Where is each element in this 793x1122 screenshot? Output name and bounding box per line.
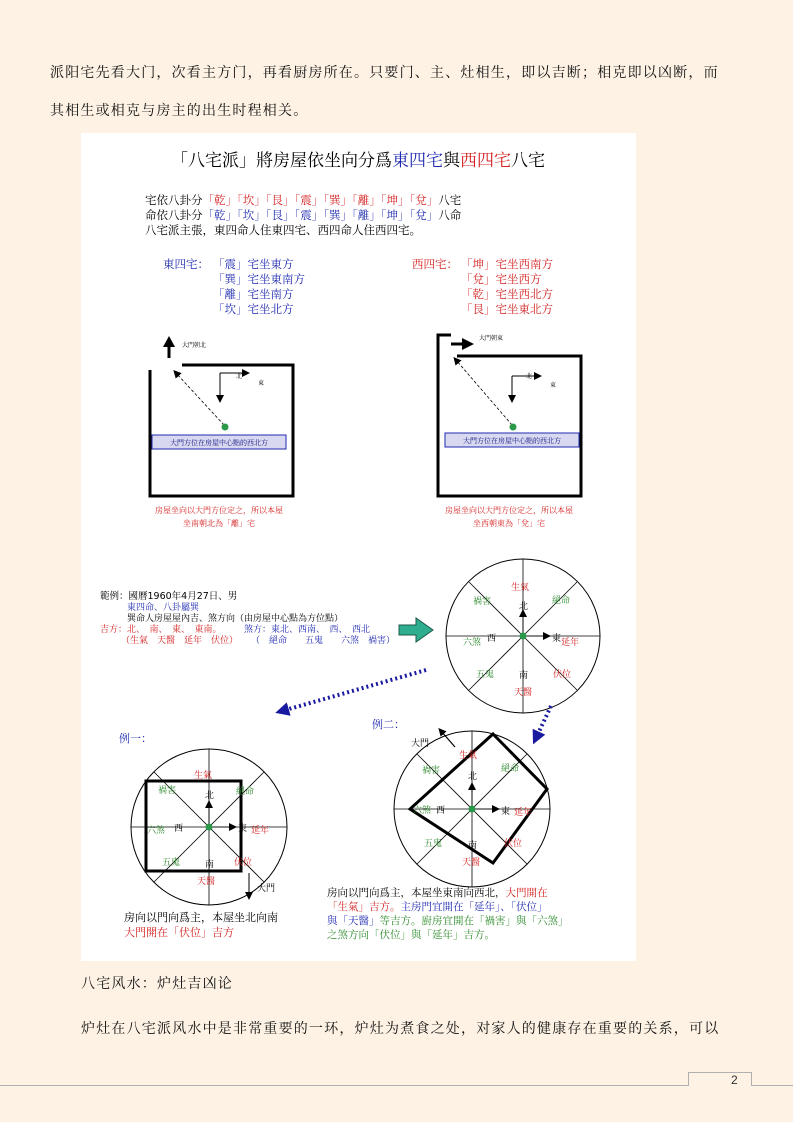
figure-svg xyxy=(81,133,636,961)
svg-text:東: 東 xyxy=(238,824,248,834)
intro-line-2: 命依八卦分「乾」「坎」「艮」「震」「巽」「離」「坤」「兌」八命 xyxy=(145,208,462,222)
svg-text:天醫: 天醫 xyxy=(514,688,533,698)
svg-text:之煞方向「伏位」與「延年」吉方。: 之煞方向「伏位」與「延年」吉方。 xyxy=(327,929,495,941)
svg-text:生氣: 生氣 xyxy=(459,751,478,761)
svg-text:大門開在「伏位」吉方: 大門開在「伏位」吉方 xyxy=(124,926,234,939)
west-label: 西四宅： xyxy=(412,257,458,271)
page-number-tab xyxy=(688,1072,752,1086)
svg-text:東: 東 xyxy=(550,382,557,389)
svg-text:「坤」宅坐西南方: 「坤」宅坐西南方 xyxy=(461,257,553,271)
west-four-list xyxy=(412,257,553,316)
house-diagram-right xyxy=(438,334,581,528)
page-number: 2 xyxy=(731,1073,738,1087)
svg-text:房屋坐向以大門方位定之，所以本屋: 房屋坐向以大門方位定之，所以本屋 xyxy=(155,506,283,515)
paragraph-line: 炉灶在八宅派风水中是非常重要的一环，炉灶为煮食之处，对家人的健康存在重要的关系，可以 xyxy=(81,1021,720,1037)
svg-text:例二：: 例二： xyxy=(372,718,405,731)
svg-text:五鬼: 五鬼 xyxy=(476,670,495,680)
svg-text:六煞: 六煞 xyxy=(413,806,432,816)
section-title: 八宅风水：炉灶吉凶论 xyxy=(81,976,233,992)
svg-text:生氣: 生氣 xyxy=(511,583,530,593)
arrow-right-icon xyxy=(399,618,433,642)
east-label: 東四宅： xyxy=(163,257,209,271)
svg-text:煞方：東北、西南、 西、 西北: 煞方：東北、西南、 西、 西北 xyxy=(244,625,371,635)
svg-text:南: 南 xyxy=(205,860,215,870)
svg-text:「離」宅坐南方: 「離」宅坐南方 xyxy=(213,287,294,301)
svg-text:「巽」宅坐東南方: 「巽」宅坐東南方 xyxy=(213,272,305,286)
svg-text:五鬼: 五鬼 xyxy=(424,839,443,849)
svg-text:東四命、八卦屬巽: 東四命、八卦屬巽 xyxy=(127,603,200,613)
svg-text:大門: 大門 xyxy=(257,884,276,894)
svg-text:南: 南 xyxy=(519,671,529,681)
svg-text:絕命: 絕命 xyxy=(501,764,520,774)
house-right-box-label: 大門方位在房屋中心點的西北方 xyxy=(463,437,561,445)
svg-text:伏位: 伏位 xyxy=(553,670,572,680)
east-four-list xyxy=(163,257,305,316)
svg-text:坐西朝東為「兌」宅: 坐西朝東為「兌」宅 xyxy=(473,519,545,528)
svg-text:與「天醫」等吉方。廚房宜開在「禍害」與「六煞」: 與「天醫」等吉方。廚房宜開在「禍害」與「六煞」 xyxy=(327,915,569,927)
svg-text:房屋坐向以大門方位定之，所以本屋: 房屋坐向以大門方位定之，所以本屋 xyxy=(445,506,573,515)
svg-text:東: 東 xyxy=(501,807,511,817)
svg-text:房向以門向爲主，本屋坐東南向西北，大門開在: 房向以門向爲主，本屋坐東南向西北，大門開在 xyxy=(327,887,548,899)
svg-text:大門: 大門 xyxy=(411,739,430,749)
example-1 xyxy=(119,731,287,939)
svg-text:伏位: 伏位 xyxy=(234,858,253,868)
example-2 xyxy=(327,717,569,941)
svg-text:五鬼: 五鬼 xyxy=(162,858,181,868)
svg-text:北: 北 xyxy=(526,373,533,380)
svg-text:東: 東 xyxy=(258,380,265,387)
svg-text:延年: 延年 xyxy=(251,826,270,836)
svg-text:（生氣 天醫 延年 伏位）: （生氣 天醫 延年 伏位） xyxy=(121,636,239,646)
svg-text:「兌」宅坐西方: 「兌」宅坐西方 xyxy=(461,272,542,286)
svg-text:「震」宅坐東方: 「震」宅坐東方 xyxy=(213,257,294,271)
svg-text:絕命: 絕命 xyxy=(552,596,571,606)
svg-text:六煞: 六煞 xyxy=(463,638,482,648)
svg-text:延年: 延年 xyxy=(561,638,580,648)
svg-text:延年: 延年 xyxy=(514,808,533,818)
svg-text:禍害: 禍害 xyxy=(158,786,177,796)
svg-text:天醫: 天醫 xyxy=(197,877,216,887)
footer-divider xyxy=(0,1085,793,1086)
svg-text:西: 西 xyxy=(487,634,497,644)
dotted-arrow-left xyxy=(282,670,426,711)
intro-line-3: 八宅派主張，東四命人住東四宅、西四命人住西四宅。 xyxy=(145,223,421,237)
house-left-box-label: 大門方位在房屋中心點的西北方 xyxy=(170,439,268,447)
svg-text:禍害: 禍害 xyxy=(422,766,441,776)
svg-text:生氣: 生氣 xyxy=(194,771,213,781)
svg-text:絕命: 絕命 xyxy=(236,787,255,797)
svg-text:「乾」宅坐西北方: 「乾」宅坐西北方 xyxy=(461,287,553,301)
example-text xyxy=(100,590,395,646)
paragraph-line: 其相生或相克与房主的出生时程相关。 xyxy=(50,103,309,119)
svg-text:六煞: 六煞 xyxy=(147,826,166,836)
svg-text:西: 西 xyxy=(174,824,184,834)
arrow-right-icon xyxy=(462,338,474,350)
arrow-up-icon xyxy=(163,336,175,347)
svg-text:「艮」宅坐東北方: 「艮」宅坐東北方 xyxy=(461,302,553,316)
paragraph-line: 派阳宅先看大门，次看主方门，再看厨房所在。只要门、主、灶相生，即以吉断；相克即以凶断，而 xyxy=(50,65,719,81)
svg-text:北: 北 xyxy=(519,602,529,612)
svg-text:房向以門向爲主，本屋坐北向南: 房向以門向爲主，本屋坐北向南 xyxy=(124,911,278,924)
svg-text:「生氣」吉方。主房門宜開在「延年」、「伏位」: 「生氣」吉方。主房門宜開在「延年」、「伏位」 xyxy=(327,901,548,913)
svg-text:東: 東 xyxy=(552,634,562,644)
svg-text:南: 南 xyxy=(468,841,478,851)
svg-text:北: 北 xyxy=(468,772,478,782)
svg-text:範例：國曆1960年4月27日、男: 範例：國曆1960年4月27日、男 xyxy=(100,591,238,602)
svg-text:坐南朝北為「離」宅: 坐南朝北為「離」宅 xyxy=(183,519,255,528)
svg-text:伏位: 伏位 xyxy=(504,839,523,849)
svg-text:吉方：北、 南、 東、 東南。: 吉方：北、 南、 東、 東南。 xyxy=(100,625,222,635)
svg-text:（ 絕命 五鬼 六煞 禍害）: （ 絕命 五鬼 六煞 禍害） xyxy=(251,636,396,646)
direction-wheel xyxy=(446,559,600,713)
svg-text:北: 北 xyxy=(205,791,215,801)
svg-text:「坎」宅坐北方: 「坎」宅坐北方 xyxy=(213,302,294,316)
house-diagram-left xyxy=(150,336,293,528)
svg-text:天醫: 天醫 xyxy=(462,858,481,868)
svg-text:西: 西 xyxy=(436,806,446,816)
svg-text:例一：: 例一： xyxy=(119,732,152,745)
svg-text:北: 北 xyxy=(236,373,243,380)
svg-text:大門朝東: 大門朝東 xyxy=(479,335,504,342)
figure-title: 「八宅派」將房屋依坐向分爲東四宅與西四宅八宅 xyxy=(171,151,545,171)
svg-text:禍害: 禍害 xyxy=(473,597,492,607)
svg-text:巽命人房屋屋內吉、煞方向（由房屋中心點為方位點）: 巽命人房屋屋內吉、煞方向（由房屋中心點為方位點） xyxy=(127,614,344,624)
intro-line-1: 宅依八卦分「乾」「坎」「艮」「震」「巽」「離」「坤」「兌」八宅 xyxy=(145,193,462,207)
svg-text:大門朝北: 大門朝北 xyxy=(182,342,207,349)
figure-panel xyxy=(81,133,636,961)
